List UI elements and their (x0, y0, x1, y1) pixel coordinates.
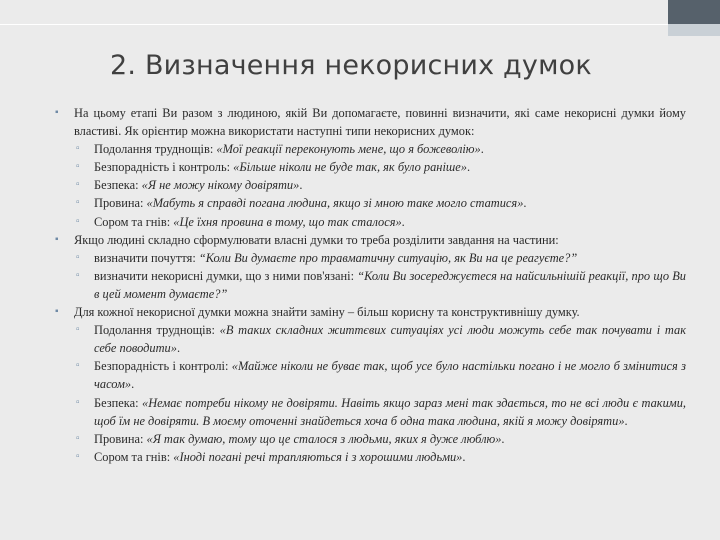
sub-item-label: Подолання труднощів: (94, 142, 217, 157)
sub-item-tail: . (624, 413, 628, 428)
sub-item (74, 448, 686, 466)
small-square-bullet-icon: ▫ (76, 197, 80, 209)
sub-item (74, 430, 686, 448)
sub-item-tail: . (480, 142, 484, 157)
sub-item-quote: «Більше ніколи не буде так, як було раніше» (233, 160, 467, 175)
bullet-item (54, 303, 686, 466)
bullet-text: Для кожної некорисної думки можна знайти заміну – більш корисну та конструктивнішу думку. (74, 305, 580, 320)
sub-item-label: визначити почуття: (94, 250, 199, 265)
small-square-bullet-icon: ▫ (76, 215, 80, 227)
sub-list (74, 249, 686, 303)
sub-item-quote: «В таких складних життєвих ситуаціях усі люди можуть себе так почувати і так себе поводити» (94, 323, 686, 356)
slide-content (54, 104, 686, 466)
top-divider (0, 24, 668, 25)
square-bullet-icon: ▪ (55, 107, 59, 118)
sub-item-quote: «Майже ніколи не буває так, щоб усе було настільки погано і не могло б змінитися з часом» (94, 359, 686, 392)
sub-item-label: Сором та гнів: (94, 449, 174, 464)
sub-item-label: визначити некорисні думки, що з ними пов'язані: (94, 268, 358, 283)
sub-item (74, 249, 686, 267)
sub-item-label: Провина: (94, 196, 147, 211)
sub-item (74, 267, 686, 303)
sub-item-tail: . (176, 341, 181, 356)
square-bullet-icon: ▪ (55, 233, 59, 245)
small-square-bullet-icon: ▫ (76, 143, 80, 155)
sub-item-label: Безпека: (94, 178, 142, 193)
sub-item-quote: «Це їхня провина в тому, що так сталося» (173, 214, 402, 229)
small-square-bullet-icon: ▫ (76, 396, 80, 408)
sub-item-label: Безпорадність і контролі: (94, 359, 232, 374)
small-square-bullet-icon: ▫ (76, 360, 80, 372)
corner-accent (668, 0, 720, 36)
small-square-bullet-icon: ▫ (76, 251, 80, 263)
small-square-bullet-icon: ▫ (76, 432, 80, 444)
sub-item (74, 176, 686, 194)
sub-list (74, 140, 686, 230)
slide-title: 2. Визначення некорисних думок (110, 50, 592, 81)
sub-item (74, 213, 686, 231)
small-square-bullet-icon: ▫ (76, 324, 80, 336)
sub-list (74, 321, 686, 466)
sub-item-quote: «Я не можу нікому довіряти» (141, 178, 300, 193)
sub-item-label: Подолання труднощів: (94, 323, 220, 338)
small-square-bullet-icon: ▫ (76, 269, 80, 281)
small-square-bullet-icon: ▫ (76, 161, 80, 173)
sub-item (74, 394, 686, 430)
sub-item-tail: . (501, 431, 505, 446)
sub-item-quote: “Коли Ви думаєте про травматичну ситуацію, як Ви на це реагуєте?” (198, 250, 578, 265)
sub-item-tail: . (523, 196, 527, 211)
sub-item-label: Безпорадність і контроль: (94, 160, 234, 175)
sub-item-quote: «Мої реакції переконують мене, що я божеволію» (216, 142, 481, 157)
small-square-bullet-icon: ▫ (76, 179, 80, 191)
sub-item-tail: . (466, 160, 471, 175)
sub-item-tail: . (462, 449, 466, 464)
sub-item-quote: «Я так думаю, тому що це сталося з людьми, яких я дуже люблю» (146, 431, 502, 446)
sub-item (74, 194, 686, 212)
sub-item-tail: . (299, 178, 303, 193)
bullet-item (54, 231, 686, 303)
sub-item-label: Провина: (94, 431, 147, 446)
sub-item-quote: «Іноді погані речі трапляються і з хорошими людьми» (173, 449, 463, 464)
bullet-text: На цьому етапі Ви разом з людиною, якій Ви допомагаєте, повинні визначити, які саме некорисні думки йому властиві. Як орієнтир можна використати наступні типи некорисних думок: (74, 106, 686, 139)
sub-item (74, 158, 686, 176)
bullet-item (54, 104, 686, 231)
square-bullet-icon: ▪ (55, 306, 59, 318)
top-bar (0, 0, 720, 36)
sub-item-tail: . (401, 214, 405, 229)
sub-item-tail: . (131, 377, 135, 392)
sub-item (74, 321, 686, 357)
sub-item (74, 140, 686, 158)
sub-item (74, 357, 686, 393)
bullet-list (54, 104, 686, 466)
sub-item-quote: “Коли Ви зосереджуєтеся на найсильнішій реакції, про що Ви в цей момент думаєте?” (94, 268, 686, 301)
sub-item-label: Безпека: (94, 395, 142, 410)
small-square-bullet-icon: ▫ (76, 450, 80, 462)
sub-item-label: Сором та гнів: (94, 214, 174, 229)
bullet-text: Якщо людині складно сформулювати власні думки то треба розділити завдання на частини: (74, 232, 559, 247)
sub-item-quote: «Немає потреби нікому не довіряти. Навіть якщо зараз мені так здається, то не всі люди є такими, щоб їм не довіряти. В моєму оточенні знайдеться хоча б одна така людина, якій я можу довіряти» (94, 395, 686, 428)
sub-item-quote: «Мабуть я справді погана людина, якщо зі мною таке могло статися» (146, 196, 524, 211)
